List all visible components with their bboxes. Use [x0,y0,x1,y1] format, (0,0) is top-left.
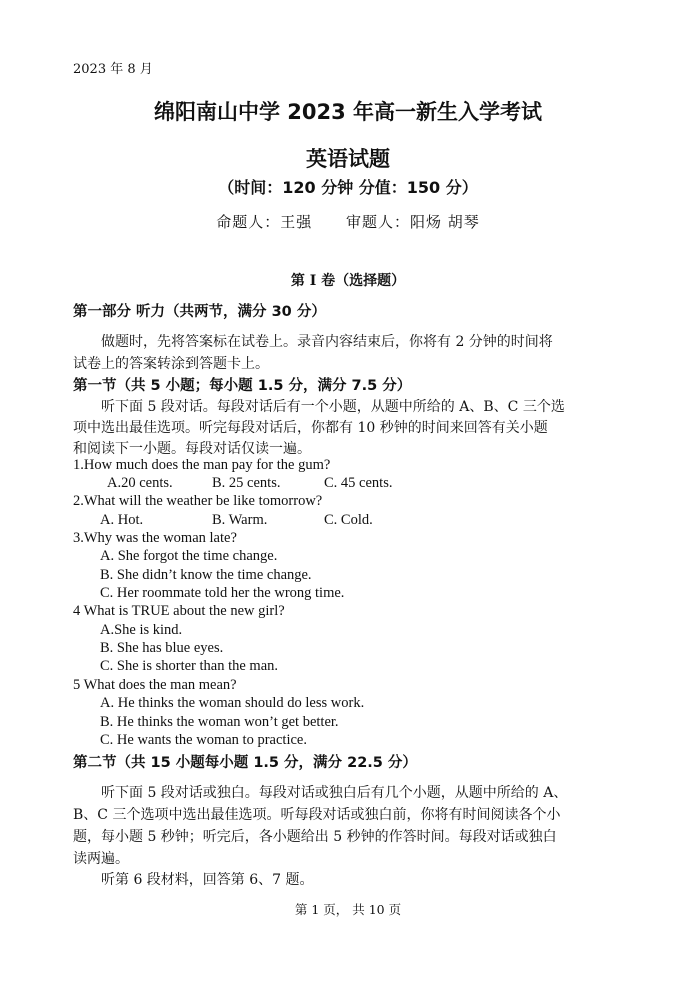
q2-stem: 2.What will the weather be like tomorrow? [73,493,323,509]
q4-option-c: C. She is shorter than the man. [100,658,279,674]
q4-option-a: A.She is kind. [100,622,183,638]
section2-material: 听第 6 段材料，回答第 6、7 题。 [101,872,314,888]
exam-title: 绵阳南山中学 2023 年高一新生入学考试 [153,100,543,124]
q5-option-c: C. He wants the woman to practice. [100,732,307,748]
section2-instr-line2: B、C 三个选项中选出最佳选项。听每段对话或独白前，你将有时间阅读各个小 [73,807,561,823]
q4-stem: 4 What is TRUE about the new girl? [73,603,285,619]
section2-instr-line1: 听下面 5 段对话或独白。每段对话或独白后有几个小题，从题中所给的 A、 [101,785,568,801]
section2-instr-line4: 读两遍。 [73,851,129,867]
section1-instr-line1: 听下面 5 段对话。每段对话后有一个小题，从题中所给的 A、B、C 三个选 [101,399,565,415]
part1-intro-line1: 做题时，先将答案标在试卷上。录音内容结束后，你将有 2 分钟的时间将 [101,334,553,350]
question-reviewer: 审题人：阳炀 胡琴 [346,213,480,231]
q5-option-b: B. He thinks the woman won’t get better. [100,714,339,730]
volume-title: 第 I 卷（选择题） [290,273,406,289]
q5-option-a: A. He thinks the woman should do less work. [100,695,365,711]
q3-stem: 3.Why was the woman late? [73,530,237,546]
q1-stem: 1.How much does the man pay for the gum? [73,457,331,473]
q5-stem: 5 What does the man mean? [73,677,237,693]
q3-option-b: B. She didn’t know the time change. [100,567,312,583]
exam-date: 2023 年 8 月 [73,62,153,77]
part1-heading: 第一部分 听力（共两节，满分 30 分） [73,304,326,320]
q1-option-a: A.20 cents. [107,475,173,491]
page-footer: 第 1 页， 共 10 页 [294,902,402,917]
part1-intro-line2: 试卷上的答案转涂到答题卡上。 [73,356,269,372]
q2-option-a: A. Hot. [100,512,144,528]
q2-option-c: C. Cold. [324,512,373,528]
section1-instr-line2: 项中选出最佳选项。听完每段对话后，你都有 10 秒钟的时间来回答有关小题 [73,420,548,436]
section1-heading: 第一节（共 5 小题；每小题 1.5 分，满分 7.5 分） [73,378,412,394]
section2-heading: 第二节（共 15 小题每小题 1.5 分，满分 22.5 分） [73,755,417,771]
q1-option-b: B. 25 cents. [212,475,281,491]
q3-option-c: C. Her roommate told her the wrong time. [100,585,345,601]
subject-title: 英语试题 [306,147,390,171]
q2-option-b: B. Warm. [212,512,268,528]
section1-instr-line3: 和阅读下一小题。每段对话仅读一遍。 [73,441,311,457]
q4-option-b: B. She has blue eyes. [100,640,224,656]
section2-instr-line3: 题，每小题 5 秒钟；听完后，各小题给出 5 秒钟的作答时间。每段对话或独白 [73,829,557,845]
q1-option-c: C. 45 cents. [324,475,393,491]
time-score-line: （时间：120 分钟 分值：150 分） [218,178,478,197]
authors-line [0,211,696,232]
q3-option-a: A. She forgot the time change. [100,548,278,564]
question-setter: 命题人：王强 [216,213,313,231]
